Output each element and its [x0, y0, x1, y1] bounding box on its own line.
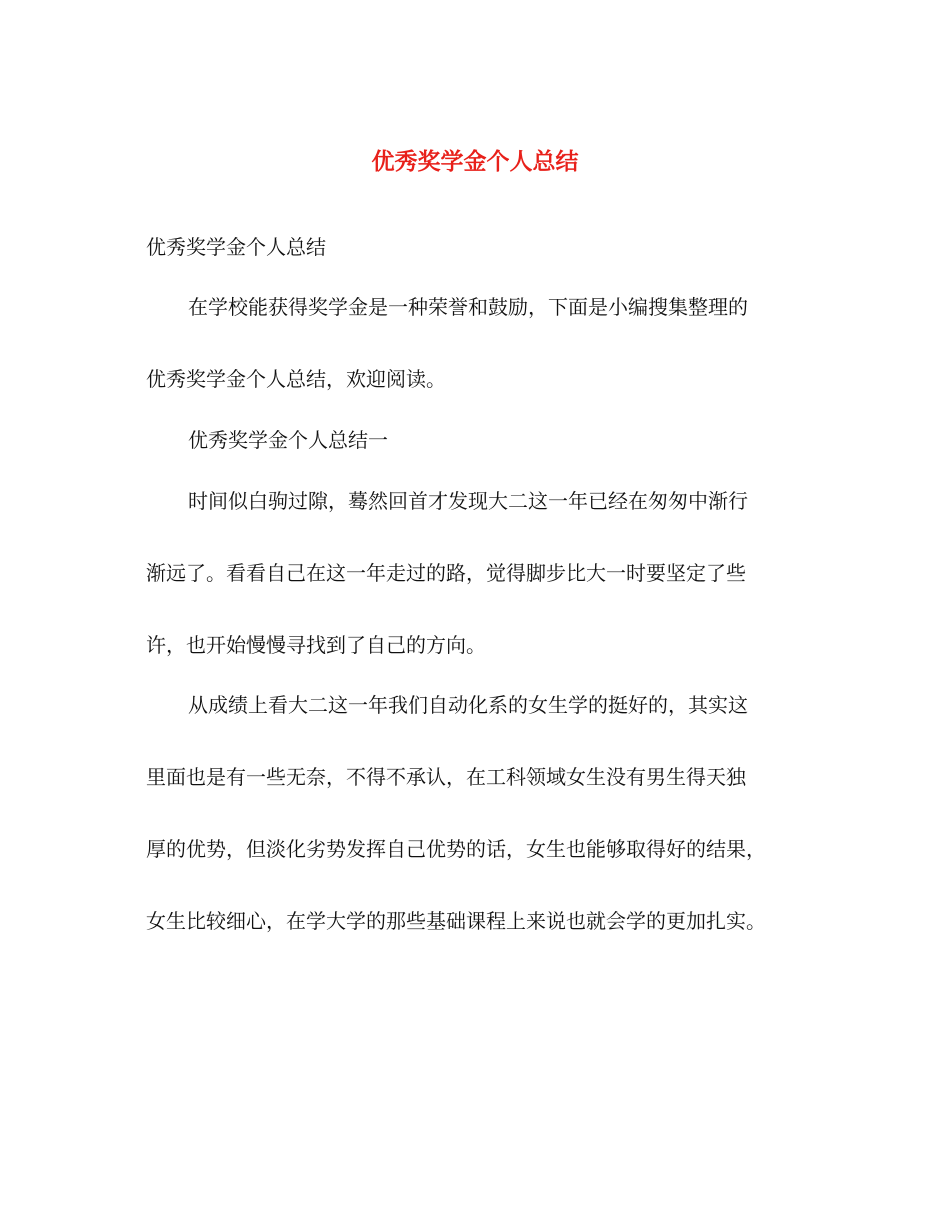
para2-line-2: 里面也是有一些无奈，不得不承认，在工科领域女生没有男生得天独: [146, 765, 746, 789]
para1-line-1: 时间似白驹过隙，蓦然回首才发现大二这一年已经在匆匆中渐行: [188, 489, 748, 513]
intro-paragraph: [146, 291, 826, 435]
section-heading: 优秀奖学金个人总结一: [188, 428, 388, 452]
para1-line-3: 许，也开始慢慢寻找到了自己的方向。: [146, 633, 486, 657]
para2-line-4: 女生比较细心，在学大学的那些基础课程上来说也就会学的更加扎实。: [146, 909, 766, 933]
intro-line-1: 在学校能获得奖学金是一种荣誉和鼓励，下面是小编搜集整理的: [188, 295, 748, 319]
document-title: 优秀奖学金个人总结: [371, 148, 579, 175]
para2-line-3: 厚的优势，但淡化劣势发挥自己优势的话，女生也能够取得好的结果，: [146, 837, 766, 861]
document-subtitle: 优秀奖学金个人总结: [146, 235, 326, 259]
para1-line-2: 渐远了。看看自己在这一年走过的路，觉得脚步比大一时要坚定了些: [146, 561, 746, 585]
para2-line-1: 从成绩上看大二这一年我们自动化系的女生学的挺好的，其实这: [188, 693, 748, 717]
intro-line-2: 优秀奖学金个人总结，欢迎阅读。: [146, 367, 446, 391]
paragraph-1: [146, 485, 826, 701]
paragraph-2: [146, 689, 826, 977]
